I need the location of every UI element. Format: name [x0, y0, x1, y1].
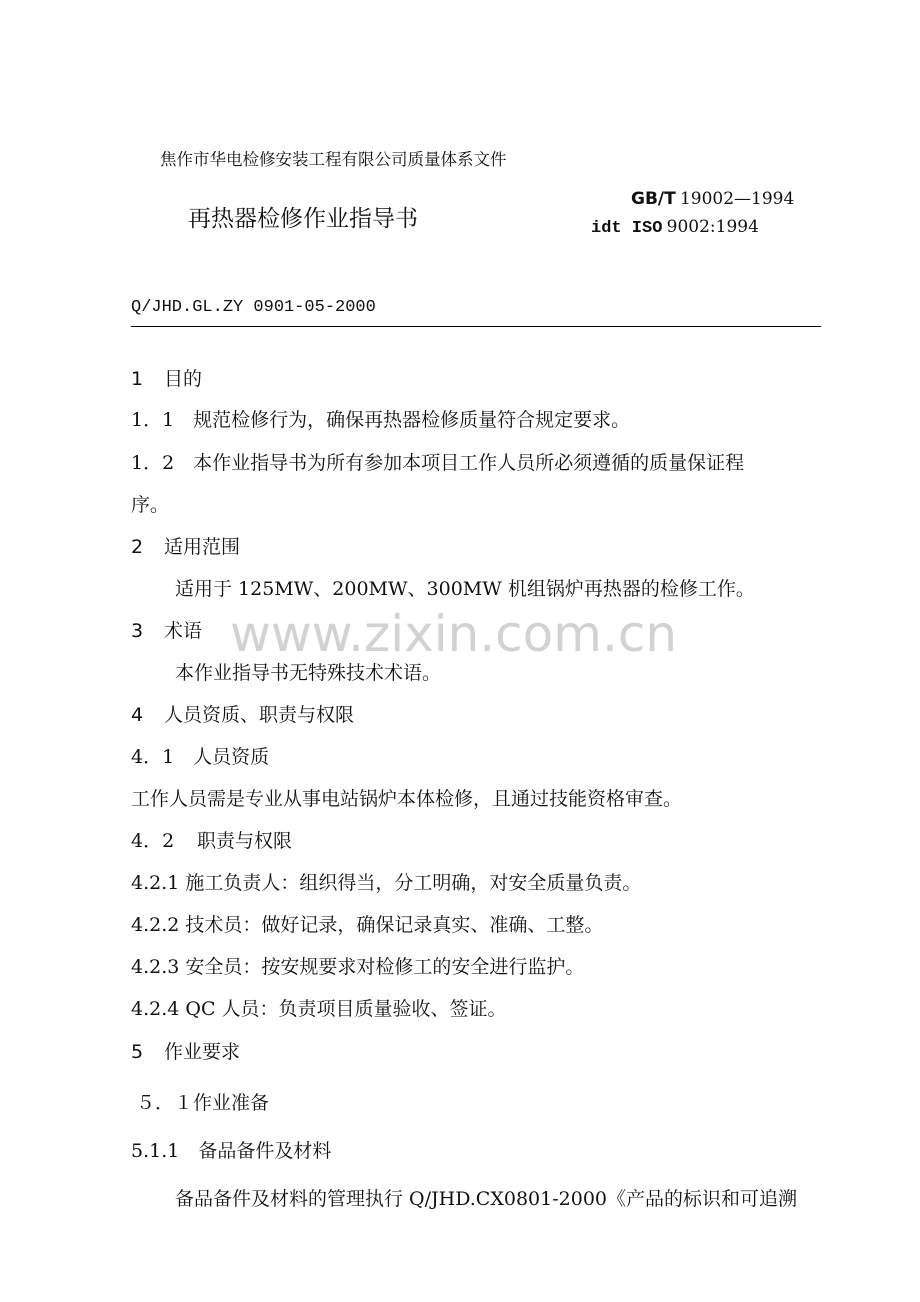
standard-line-2 — [591, 217, 759, 238]
paragraph-4-1: 工作人员需是专业从事电站锅炉本体检修，且通过技能资格审查。 — [131, 788, 683, 810]
section-2-title: 适用范围 — [164, 536, 241, 558]
section-4-number: 4 — [131, 704, 144, 726]
section-5-heading — [131, 1037, 240, 1064]
paragraph-3: 本作业指导书无特殊技术术语。 — [175, 662, 442, 684]
section-2-number: 2 — [131, 536, 144, 558]
subsection-5-1-1: 5.1.1 备品备件及材料 — [131, 1140, 332, 1162]
paragraph-5-1-1: 备品备件及材料的管理执行 Q/JHD.CX0801-2000《产品的标识和可追溯 — [175, 1188, 797, 1210]
header-divider — [131, 326, 821, 327]
section-3-heading — [131, 616, 202, 643]
paragraph-1-2-line2: 序。 — [131, 494, 170, 516]
section-2-heading — [131, 532, 240, 559]
document-title: 再热器检修作业指导书 — [188, 206, 418, 232]
standard-prefix-2: idt ISO — [591, 219, 663, 238]
section-4-title: 人员资质、职责与权限 — [164, 704, 355, 726]
subsection-4-2-number: 4．2 — [131, 830, 175, 852]
standard-line-1 — [631, 189, 794, 209]
section-4-heading — [131, 700, 354, 727]
paragraph-1-1: 1．1 规范检修行为，确保再热器检修质量符合规定要求。 — [131, 409, 631, 431]
paragraph-1-2-line1: 1．2 本作业指导书为所有参加本项目工作人员所必须遵循的质量保证程 — [131, 452, 745, 474]
subsection-4-2-title: 职责与权限 — [197, 830, 293, 852]
section-3-number: 3 — [131, 620, 144, 642]
item-4-2-3: 4.2.3 安全员：按安规要求对检修工的安全进行监护。 — [131, 956, 585, 978]
paragraph-2: 适用于 125MW、200MW、300MW 机组锅炉再热器的检修工作。 — [175, 578, 755, 600]
standard-value-1: 19002—1994 — [679, 189, 795, 209]
subsection-5-1: ５．１作业准备 — [136, 1092, 270, 1114]
company-header: 焦作市华电检修安装工程有限公司质量体系文件 — [160, 150, 507, 169]
section-5-title: 作业要求 — [164, 1041, 241, 1063]
section-3-title: 术语 — [164, 620, 203, 642]
section-1-title: 目的 — [164, 368, 203, 390]
section-1-heading — [131, 364, 202, 391]
subsection-4-1: 4．1 人员资质 — [131, 746, 270, 768]
standard-value-2: 9002:1994 — [666, 217, 759, 237]
standard-prefix-1: GB/T — [631, 189, 676, 209]
section-1-number: 1 — [131, 368, 144, 390]
section-5-number: 5 — [131, 1041, 144, 1063]
document-code: Q/JHD.GL.ZY 0901-05-2000 — [131, 298, 376, 317]
item-4-2-1: 4.2.1 施工负责人：组织得当，分工明确，对安全质量负责。 — [131, 872, 642, 894]
watermark: www.zixin.com.cn — [230, 605, 678, 663]
item-4-2-4: 4.2.4 QC 人员：负责项目质量验收、签证。 — [131, 998, 507, 1020]
subsection-4-2-heading — [131, 826, 292, 853]
item-4-2-2: 4.2.2 技术员：做好记录，确保记录真实、准确、工整。 — [131, 914, 604, 936]
